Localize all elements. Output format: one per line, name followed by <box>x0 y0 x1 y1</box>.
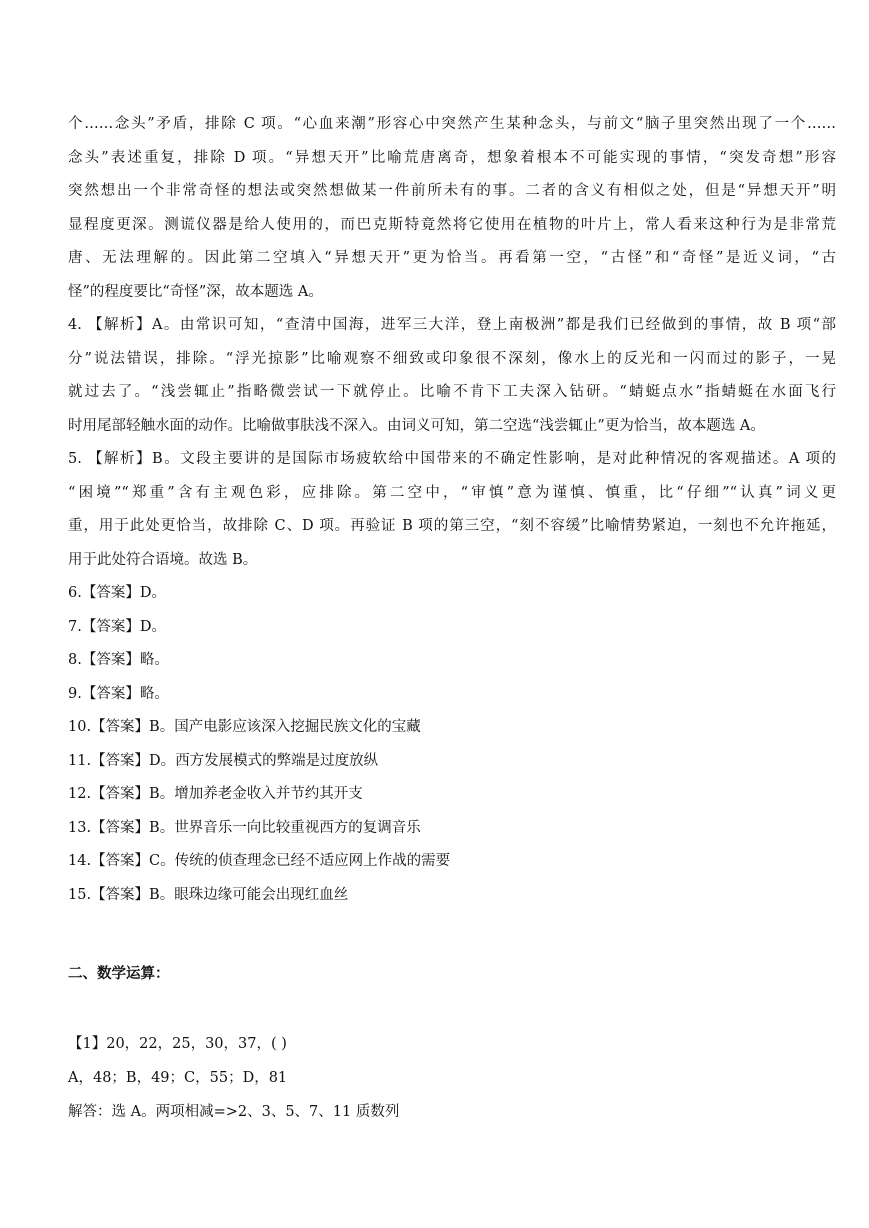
text-line: 突然想出一个非常奇怪的想法或突然想做某一件前所未有的事。二者的含义有相似之处，但是“异想天开”明 <box>68 183 836 199</box>
answer-item: 13.【答案】B。世界音乐一向比较重视西方的复调音乐 <box>68 819 421 836</box>
answer-list <box>68 577 836 912</box>
answer-item: 7.【答案】D。 <box>68 618 166 635</box>
text-line: 个……念头”矛盾，排除 C 项。“心血来潮”形容心中突然产生某种念头，与前文“脑子里突然出现了一个…… <box>68 116 836 132</box>
answer-item: 15.【答案】B。眼珠边缘可能会出现红血丝 <box>68 886 349 903</box>
question-solution: 解答：选 A。两项相减=>2、3、5、7、11 质数列 <box>68 1104 400 1120</box>
text-line: 5. 【解析】B。文段主要讲的是国际市场疲软给中国带来的不确定性影响，是对此种情况的客观描述。A 项的 <box>68 451 836 467</box>
text-line: 分”说法错误，排除。“浮光掠影”比喻观察不细致或印象很不深刻，像水上的反光和一闪而过的影子，一晃 <box>68 350 836 367</box>
text-line: 就过去了。“浅尝辄止”指略微尝试一下就停止。比喻不肯下工夫深入钻研。“蜻蜓点水”指蜻蜓在水面飞行 <box>68 384 836 400</box>
question-options: A，48；B，49；C，55；D，81 <box>68 1070 288 1086</box>
text-line: “困境”“郑重”含有主观色彩，应排除。第二空中，“审慎”意为谨慎、慎重，比“仔细”“认真”词义更 <box>68 484 836 501</box>
text-line: 唐、无法理解的。因此第二空填入“异想天开”更为恰当。再看第一空，“古怪”和“奇怪”是近义词，“古 <box>68 250 836 266</box>
explanation-q5 <box>68 443 836 577</box>
answer-item: 8.【答案】略。 <box>68 652 169 668</box>
answer-item: 10.【答案】B。国产电影应该深入挖掘民族文化的宝藏 <box>68 719 421 735</box>
text-line: 4. 【解析】A。由常识可知，“查清中国海，进军三大洋，登上南极洲”都是我们已经做到的事情，故 B 项“部 <box>68 317 836 333</box>
text-line: 用于此处符合语境。故选 B。 <box>68 551 258 568</box>
text-line: 念头”表述重复，排除 D 项。“异想天开”比喻荒唐离奇，想象着根本不可能实现的事情，“突发奇想”形容 <box>68 149 836 166</box>
text-line: 显程度更深。测谎仪器是给人使用的，而巴克斯特竟然将它使用在植物的叶片上，常人看来这种行为是非常荒 <box>68 216 836 233</box>
text-line: 怪”的程度要比“奇怪”深，故本题选 A。 <box>68 283 323 300</box>
explanation-q3 <box>68 108 836 309</box>
section-heading: 二、数学运算： <box>68 966 170 982</box>
answer-item: 14.【答案】C。传统的侦查理念已经不适应网上作战的需要 <box>68 853 451 869</box>
math-question <box>68 1027 836 1129</box>
answer-item: 11.【答案】D。西方发展模式的弊端是过度放纵 <box>68 752 379 769</box>
answer-explanations <box>68 108 836 912</box>
text-line: 重，用于此处更恰当，故排除 C、D 项。再验证 B 项的第三空，“刻不容缓”比喻情势紧迫，一刻也不允许拖延， <box>68 518 836 534</box>
text-line: 时用尾部轻触水面的动作。比喻做事肤浅不深入。由词义可知，第二空选“浅尝辄止”更为恰当，故本题选 A。 <box>68 417 765 434</box>
explanation-q4 <box>68 309 836 443</box>
answer-item: 9.【答案】略。 <box>68 685 169 702</box>
answer-item: 12.【答案】B。增加养老金收入并节约其开支 <box>68 786 363 802</box>
answer-item: 6.【答案】D。 <box>68 585 166 601</box>
question-stem: 【1】20，22，25，30，37，( ) <box>68 1036 287 1052</box>
